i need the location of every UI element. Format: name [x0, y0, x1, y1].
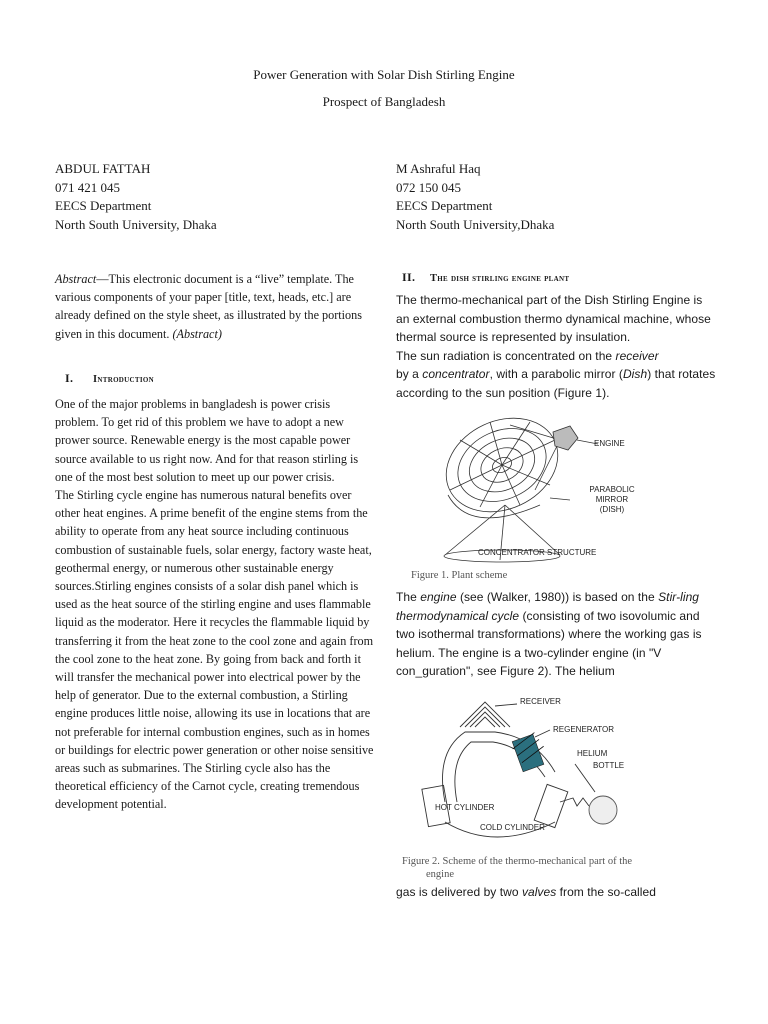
author-id: 071 421 045 — [55, 179, 120, 195]
helium-bottle-shape — [589, 796, 617, 824]
fig1-label-engine: ENGINE — [594, 439, 625, 448]
section-heading-dish-plant — [402, 270, 716, 285]
paper-title: Power Generation with Solar Dish Stirling Engine — [253, 67, 515, 82]
fig1-label-dish: (DISH) — [599, 505, 625, 514]
author-affiliation: North South University, Dhaka — [55, 216, 217, 232]
section-heading-introduction — [65, 369, 375, 389]
figure-1-plant-scheme — [410, 410, 660, 570]
dish-paragraph-2: The sun radiation is concentrated on the receiver by a concentrator, with a parabolic mirror (Dish) that rotates according to the sun position (Figure 1). — [396, 348, 716, 400]
author-block-1 — [55, 160, 217, 234]
abstract-tag: (Abstract) — [172, 326, 222, 341]
term-dish: Dish — [622, 367, 648, 382]
author-dept: EECS Department — [396, 198, 493, 213]
right-column — [396, 270, 716, 403]
figure-1-caption: Figure 1. Plant scheme — [411, 570, 508, 581]
author-id: 072 150 045 — [396, 179, 461, 195]
term-stirling-cycle: Stir-ling thermodynamical cycle — [396, 590, 700, 623]
term-receiver: receiver — [615, 348, 659, 363]
dish-paragraph-3: The engine (see (Walker, 1980)) is based on the Stir-ling thermodynamical cycle (consisting of two isovolumic and two isothermal transformations) where the working gas is helium. The engine is a two-cylinder engine (in "V con_guration", see Figure 2). The helium — [396, 590, 702, 679]
term-concentrator: concentrator — [422, 367, 490, 382]
left-column — [55, 270, 375, 814]
figure-2-caption: Figure 2. Scheme of the thermo-mechanical part of the engine — [402, 856, 633, 880]
fig1-label-structure: CONCENTRATOR STRUCTURE — [478, 548, 597, 557]
abstract-dash: — — [96, 272, 109, 286]
intro-paragraph-2: The Stirling cycle engine has numerous natural benefits over other heat engines. A prime benefit of the engine stems from the ability to operate from any heat source including continuous combustion of sustainable fuels, solar energy, factory waste heat, geothermal energy, or numerous other sustainable energy sources.Stirling engines consists of a solar dish panel which is used as the heat source of the stirling engine and uses flammable liquid as the moderator. Here it recycles the flammable liquid by transferring it from the heat zone to the cool zone and again from the cool zone to the heat zone. By going from back and forth it will transfer the mechanical power into electrical power by the help of generator. Due to the external combustion, a Stirling engine produces little noise, allowing its use in locations that are not preferable for internal combustion engines, such as in homes or buildings for electric power generation or other noise sensitive areas such as submarines. The Stirling cycle also has the theoretical efficiency of the Carnot cycle, creating tremendous development potential. — [55, 488, 374, 812]
dish-paragraph-4: gas is delivered by two valves from the so-called — [396, 885, 656, 899]
section-title: The dish stirling engine plant — [430, 273, 570, 284]
fig2-label-cold-cylinder: COLD CYLINDER — [480, 823, 545, 832]
engine-diagram — [405, 692, 665, 852]
term-engine: engine — [420, 590, 457, 604]
author-block-2 — [396, 160, 554, 234]
fig2-label-hot-cylinder: HOT CYLINDER — [435, 803, 495, 812]
author-dept: EECS Department — [55, 198, 152, 213]
section-title: Introduction — [93, 373, 154, 385]
abstract-label: Abstract — [55, 272, 97, 286]
section-number: II. — [402, 270, 416, 284]
author-name: ABDUL FATTAH — [55, 161, 151, 176]
paper-subtitle: Prospect of Bangladesh — [322, 94, 446, 109]
author-name: M Ashraful Haq — [396, 161, 481, 176]
fig2-label-bottle: BOTTLE — [593, 761, 625, 770]
fig2-label-receiver: RECEIVER — [520, 697, 561, 706]
abstract-text: This electronic document is a “live” template. The various components of your paper [title, text, heads, etc.] are already defined on the style sheet, as illustrated by the portions given in this document. — [55, 272, 362, 341]
fig2-label-regenerator: REGENERATOR — [553, 725, 615, 734]
fig1-label-mirror: MIRROR — [595, 495, 629, 504]
figure-2-engine-scheme — [405, 692, 665, 852]
intro-paragraph-1: One of the major problems in bangladesh is power crisis problem. To get rid of this problem we have to adopt a new prower source. Renewable energy is the most capable power source available to us right now. And for that reason stirling is one of the most best solution to meet up our power crisis. — [55, 397, 359, 484]
dish-diagram — [410, 410, 660, 570]
abstract — [55, 270, 375, 343]
author-affiliation: North South University,Dhaka — [396, 216, 555, 232]
dish-paragraph-1: The thermo-mechanical part of the Dish Stirling Engine is an external combustion thermo dynamical machine, whose thermal source is represented by insulation. — [396, 293, 711, 345]
section-number: I. — [65, 370, 74, 385]
term-valves: valves — [521, 885, 557, 899]
fig2-label-helium: HELIUM — [577, 749, 608, 758]
fig1-label-parabolic: PARABOLIC — [589, 485, 635, 494]
